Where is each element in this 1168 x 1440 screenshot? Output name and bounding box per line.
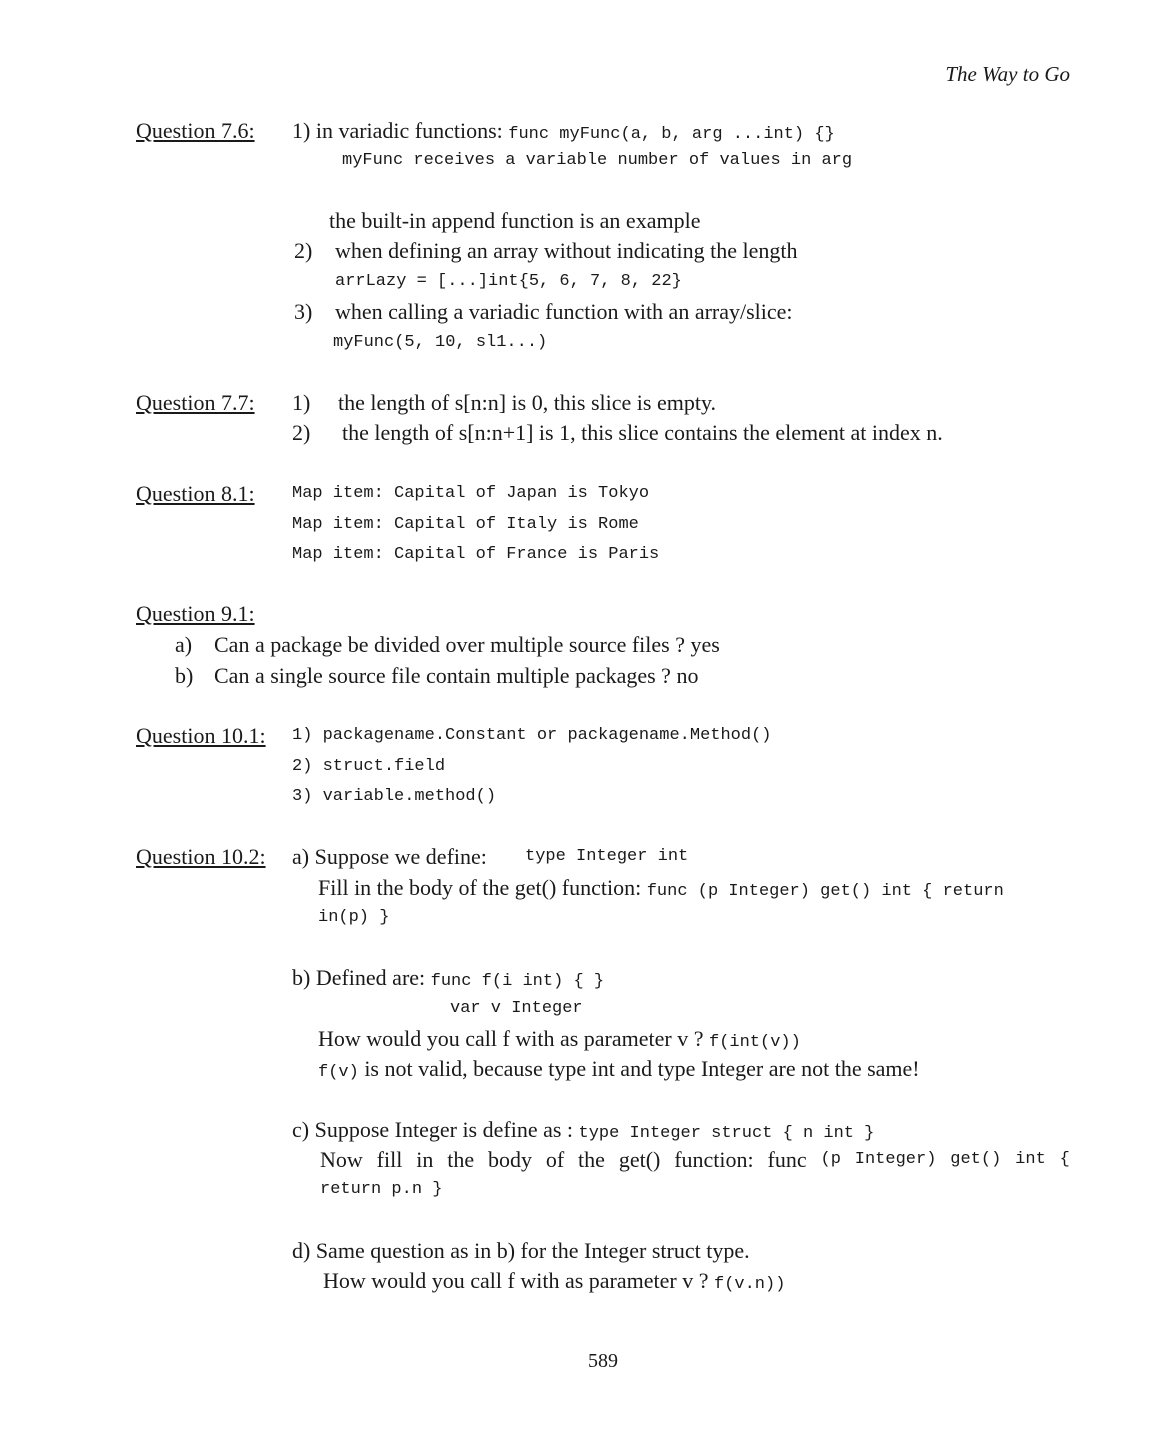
question-label: Question 10.2:: [136, 844, 266, 869]
word: func: [767, 1147, 807, 1172]
code-snippet: type Integer struct { n int }: [578, 1124, 875, 1143]
answer-text: Can a package be divided over multiple source files ? yes: [214, 632, 720, 657]
question-label: Question 9.1:: [136, 601, 255, 626]
word: the: [578, 1147, 605, 1172]
code-snippet: func myFunc(a, b, arg ...int) {}: [508, 125, 835, 144]
question-label: Question 10.1:: [136, 723, 266, 748]
code-line: Map item: Capital of France is Paris: [292, 545, 660, 564]
answer-text: 1) in variadic functions:: [292, 118, 509, 143]
list-number: 2): [294, 238, 313, 263]
list-letter: a): [175, 632, 193, 657]
answer-text: the built-in append function is an example: [329, 208, 701, 233]
code-word: Integer): [854, 1150, 937, 1169]
answer-text: How would you call f with as parameter v ?: [323, 1268, 714, 1293]
answer-line: [318, 1054, 920, 1084]
code-word: {: [1059, 1150, 1070, 1169]
question-label: Question 8.1:: [136, 481, 255, 506]
answer-line: [292, 116, 835, 146]
list-number: 1): [292, 390, 311, 415]
code-word: get(): [950, 1150, 1002, 1169]
word: get(): [618, 1147, 661, 1172]
list-number: 3): [294, 299, 313, 324]
code-line: 3) variable.method(): [292, 787, 497, 806]
code-line: var v Integer: [450, 999, 583, 1018]
answer-line-justified: [320, 1145, 1070, 1175]
code-line: myFunc(5, 10, sl1...): [333, 333, 548, 352]
answer-text: a) Suppose we define:: [292, 844, 487, 869]
answer-line: [292, 1115, 874, 1145]
code-snippet: type Integer int: [525, 847, 689, 866]
answer-text: c) Suppose Integer is define as :: [292, 1117, 579, 1142]
code-word: (p: [820, 1150, 841, 1169]
answer-text: Can a single source file contain multiple packages ? no: [214, 663, 699, 688]
answer-text: b) Defined are:: [292, 965, 431, 990]
answer-line: [292, 963, 604, 993]
word: function:: [674, 1147, 754, 1172]
answer-text: d) Same question as in b) for the Integer struct type.: [292, 1238, 750, 1263]
answer-text: when calling a variadic function with an array/slice:: [335, 299, 793, 324]
code-snippet: func (p Integer) get() int { return: [646, 882, 1004, 901]
answer-line: [323, 1266, 785, 1296]
code-snippet: f(v): [318, 1063, 359, 1082]
code-line: myFunc receives a variable number of values in arg: [342, 151, 853, 170]
word: in: [416, 1147, 434, 1172]
code-snippet: f(int(v)): [709, 1033, 801, 1052]
answer-line: [318, 873, 1004, 903]
code-line: 2) struct.field: [292, 757, 446, 776]
answer-line: [318, 1024, 801, 1054]
code-line: 1) packagename.Constant or packagename.Method(): [292, 726, 772, 745]
answer-text: Fill in the body of the get() function:: [318, 875, 647, 900]
code-line: return p.n }: [320, 1180, 443, 1199]
question-label: Question 7.6:: [136, 118, 255, 143]
word: body: [487, 1147, 532, 1172]
running-header: The Way to Go: [945, 62, 1070, 86]
page-number: 589: [588, 1350, 618, 1372]
answer-text: is not valid, because type int and type Integer are not the same!: [358, 1056, 920, 1081]
code-line: arrLazy = [...]int{5, 6, 7, 8, 22}: [335, 272, 682, 291]
list-letter: b): [175, 663, 194, 688]
code-snippet: func f(i int) { }: [430, 972, 605, 991]
answer-text: the length of s[n:n+1] is 1, this slice contains the element at index n.: [342, 420, 943, 445]
code-line: Map item: Capital of Japan is Tokyo: [292, 484, 650, 503]
code-word: int: [1015, 1150, 1046, 1169]
word: of: [545, 1147, 565, 1172]
code-line: Map item: Capital of Italy is Rome: [292, 515, 639, 534]
question-label: Question 7.7:: [136, 390, 255, 415]
code-line: in(p) }: [318, 908, 390, 927]
code-snippet: f(v.n)): [714, 1275, 786, 1294]
answer-text: How would you call f with as parameter v ?: [318, 1026, 709, 1051]
word: fill: [376, 1147, 403, 1172]
word: the: [447, 1147, 475, 1172]
word: Now: [320, 1147, 363, 1172]
answer-text: when defining an array without indicating the length: [335, 238, 798, 263]
answer-text: the length of s[n:n] is 0, this slice is empty.: [338, 390, 717, 415]
list-number: 2): [292, 420, 311, 445]
